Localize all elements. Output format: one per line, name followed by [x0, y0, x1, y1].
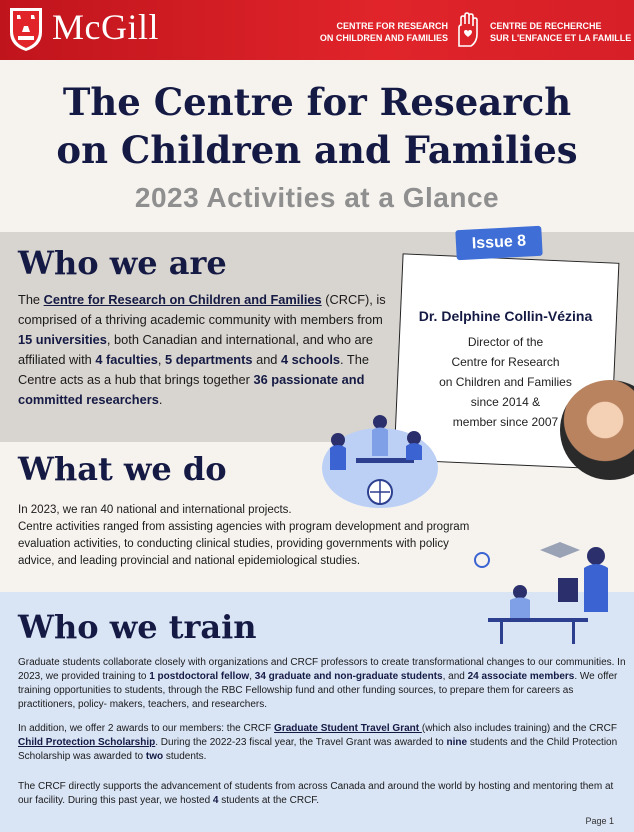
what-we-do-heading: What we do: [18, 450, 227, 488]
who-we-train-paragraph-1: Graduate students collaborate closely with organizations and CRCF professors to create transformational changes to our communities. In 2023, we provided training to 1 postdoctoral fellow, 34 graduate and non-graduate students, and 24 associate members. We offer training opportunities to students, through the RBC Fellowship fund and other funding sources, to prepare them for careers as practitioners, policy- makers, teachers, and researchers.: [18, 657, 626, 710]
scholarship-link[interactable]: Child Protection Scholarship: [18, 737, 156, 748]
header-banner: [0, 0, 634, 60]
crcf-name-french: CENTRE DE RECHERCHE SUR L'ENFANCE ET LA FAMILLE: [490, 21, 632, 43]
crcf-name-english: CENTRE FOR RESEARCH ON CHILDREN AND FAMILIES: [319, 21, 448, 43]
crcf-link[interactable]: Centre for Research on Children and Families: [43, 292, 322, 307]
director-name: Dr. Delphine Collin-Vézina: [418, 308, 593, 324]
who-we-train-heading: Who we train: [18, 608, 257, 646]
page-subtitle: 2023 Activities at a Glance: [134, 182, 500, 213]
team-meeting-illustration: [318, 404, 442, 512]
who-we-train-paragraph-3: The CRCF directly supports the advancement of students from across Canada and around the world by hosting and mentoring them at our facility. During this past year, we hosted 4 students at the CRCF.: [18, 781, 614, 806]
page-title: The Centre for Research on Children and Families: [56, 80, 578, 172]
travel-grant-link[interactable]: Graduate Student Travel Grant: [274, 723, 422, 734]
mcgill-crest-icon: [8, 6, 44, 52]
who-we-train-paragraph-2: In addition, we offer 2 awards to our members: the CRCF Graduate Student Travel Grant (which also includes training) and the CRCF Child Protection Scholarship. During the 2022-23 fiscal year, the Travel Grant was awarded to nine students and the Child Protection Scholarship was awarded to two students.: [18, 723, 618, 762]
mcgill-wordmark: McGill: [52, 7, 159, 47]
who-we-are-text: The Centre for Research on Children and Families (CRCF), is comprised of a thriving academic community with members from 15 universities, both Canadian and international, and who are affiliated with 4 faculties, 5 departments and 4 schools. The Centre acts as a hub that brings together 36 passionate and committed researchers.: [18, 292, 386, 407]
students-illustration: [460, 530, 630, 650]
hand-heart-icon: [452, 10, 482, 50]
page-number: Page 1: [585, 816, 614, 826]
what-we-do-text: In 2023, we ran 40 national and international projects. Centre activities ranged from assisting agencies with program development and program evaluation activities, to conducting clinical studies, providing governments with policy advice, and leading provincial and national epidemiological studies.: [18, 504, 470, 567]
director-title: Director of the Centre for Research on Children and Families since 2014 & member since 2007: [439, 335, 572, 429]
who-we-are-heading: Who we are: [18, 244, 227, 282]
issue-badge: Issue 8: [455, 226, 542, 260]
